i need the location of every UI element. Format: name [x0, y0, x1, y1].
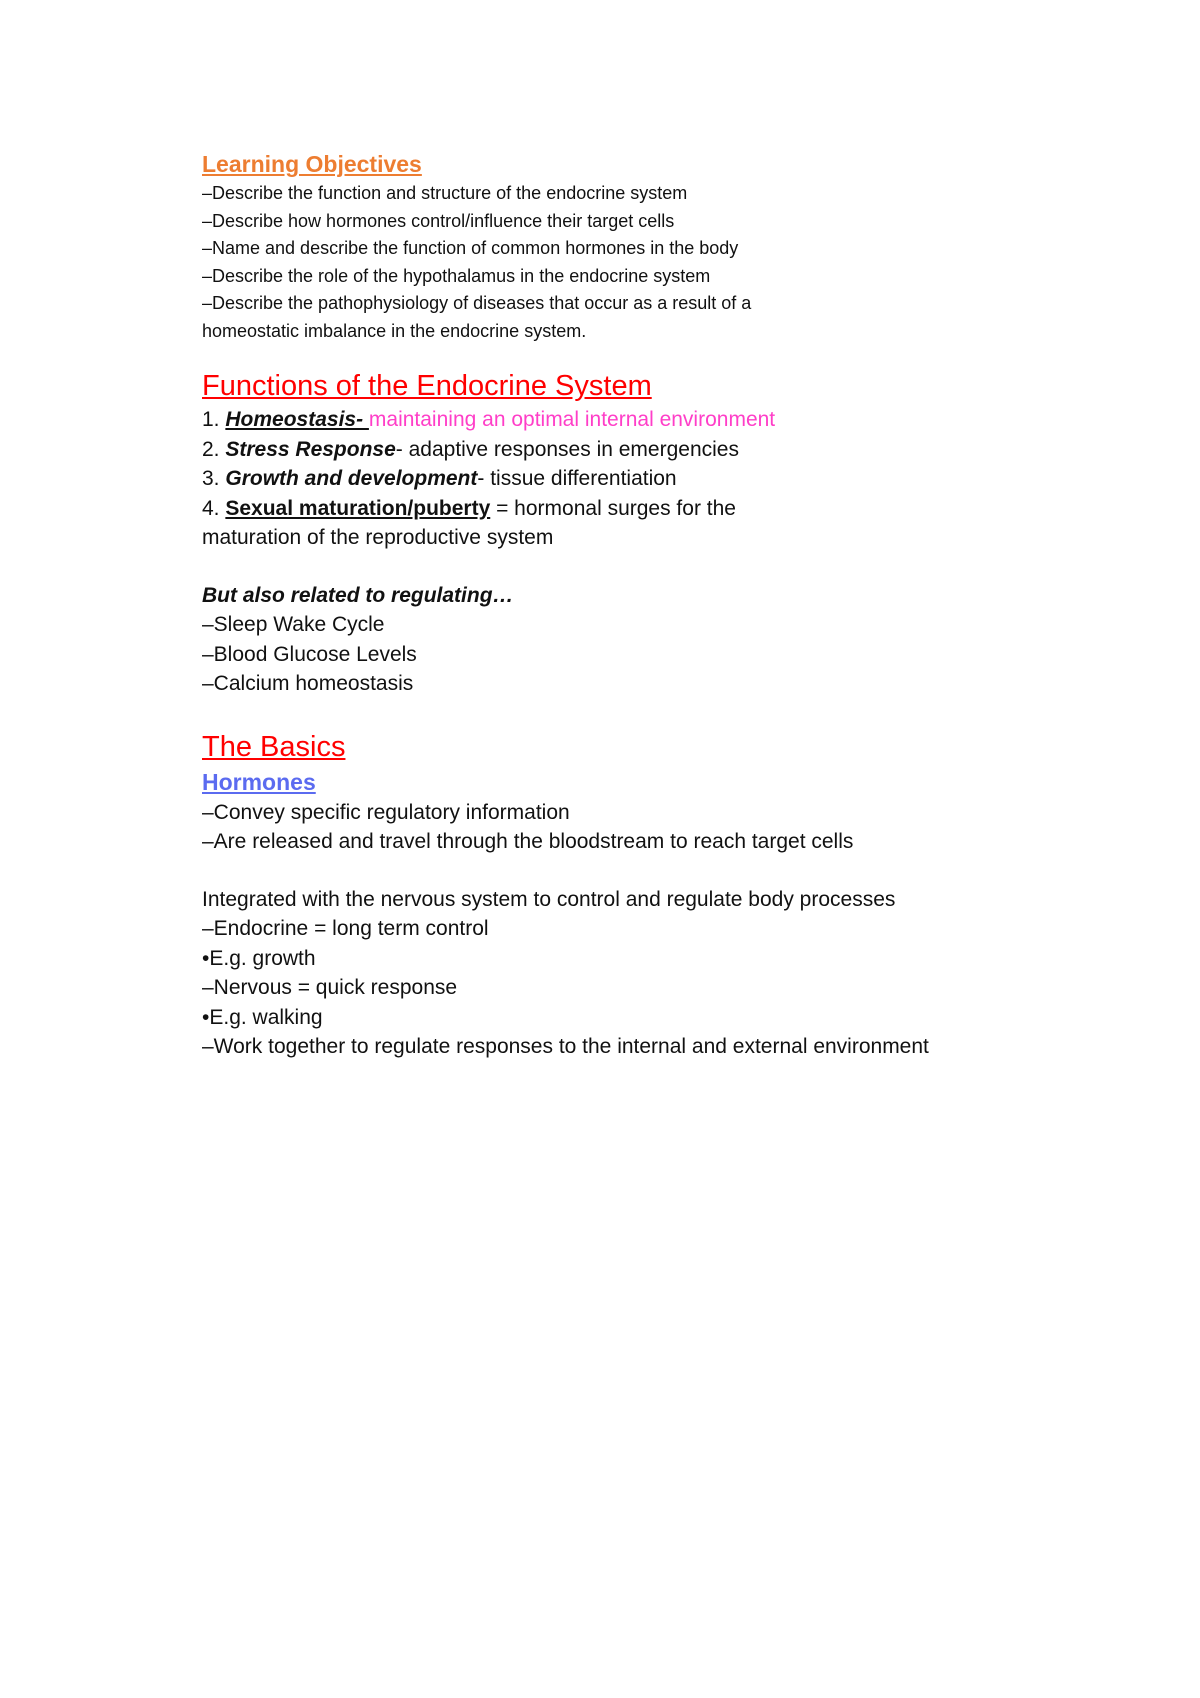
function-description: maintaining an optimal internal environment — [368, 408, 776, 431]
integrated-item: –Nervous = quick response — [202, 976, 458, 999]
also-regulating-heading: But also related to regulating… — [202, 583, 514, 607]
function-item-stress-response — [202, 435, 1102, 465]
objective-item: –Describe the role of the hypothalamus in the endocrine system — [202, 265, 711, 286]
integrated-item: •E.g. walking — [202, 1005, 323, 1029]
hormones-subheading: Hormones — [202, 768, 316, 795]
integrated-item: –Work together to regulate responses to the internal and external environment — [202, 1035, 929, 1058]
hormones-item: –Are released and travel through the bloodstream to reach target cells — [202, 830, 854, 853]
functions-heading: Functions of the Endocrine System — [202, 370, 652, 402]
function-description: = hormonal surges for the — [490, 496, 736, 520]
also-regulating-item: –Calcium homeostasis — [202, 672, 414, 695]
function-number: 2. — [202, 437, 226, 461]
function-number: 1. — [202, 408, 226, 431]
function-item-sexual-maturation — [202, 494, 1102, 524]
function-term: Growth and development — [225, 467, 478, 490]
function-term: Homeostasis- — [225, 408, 369, 431]
function-item-homeostasis — [202, 405, 1102, 435]
function-description: - adaptive responses in emergencies — [395, 437, 739, 461]
hormones-item: –Convey specific regulatory information — [202, 800, 570, 824]
also-regulating-item: –Sleep Wake Cycle — [202, 613, 385, 636]
objective-item: homeostatic imbalance in the endocrine system. — [202, 320, 587, 341]
objective-item: –Describe the function and structure of the endocrine system — [202, 183, 688, 203]
document-content — [202, 148, 1102, 1062]
function-description: - tissue differentiation — [477, 467, 677, 490]
function-term: Sexual maturation/puberty — [225, 496, 491, 520]
function-item-growth — [202, 464, 1102, 494]
objective-item: –Describe the pathophysiology of diseases that occur as a result of a — [202, 293, 752, 313]
function-continuation: maturation of the reproductive system — [202, 526, 554, 549]
function-term: Stress Response — [225, 437, 396, 461]
objective-item: –Describe how hormones control/influence their target cells — [202, 210, 675, 231]
integrated-item: –Endocrine = long term control — [202, 917, 489, 940]
function-number: 4. — [202, 496, 226, 520]
basics-heading: The Basics — [202, 730, 346, 763]
integrated-item: •E.g. growth — [202, 946, 316, 970]
also-regulating-item: –Blood Glucose Levels — [202, 642, 417, 666]
learning-objectives-heading: Learning Objectives — [202, 151, 422, 177]
function-number: 3. — [202, 467, 226, 490]
objective-item: –Name and describe the function of common hormones in the body — [202, 238, 739, 258]
integrated-paragraph: Integrated with the nervous system to control and regulate body processes — [202, 887, 896, 911]
